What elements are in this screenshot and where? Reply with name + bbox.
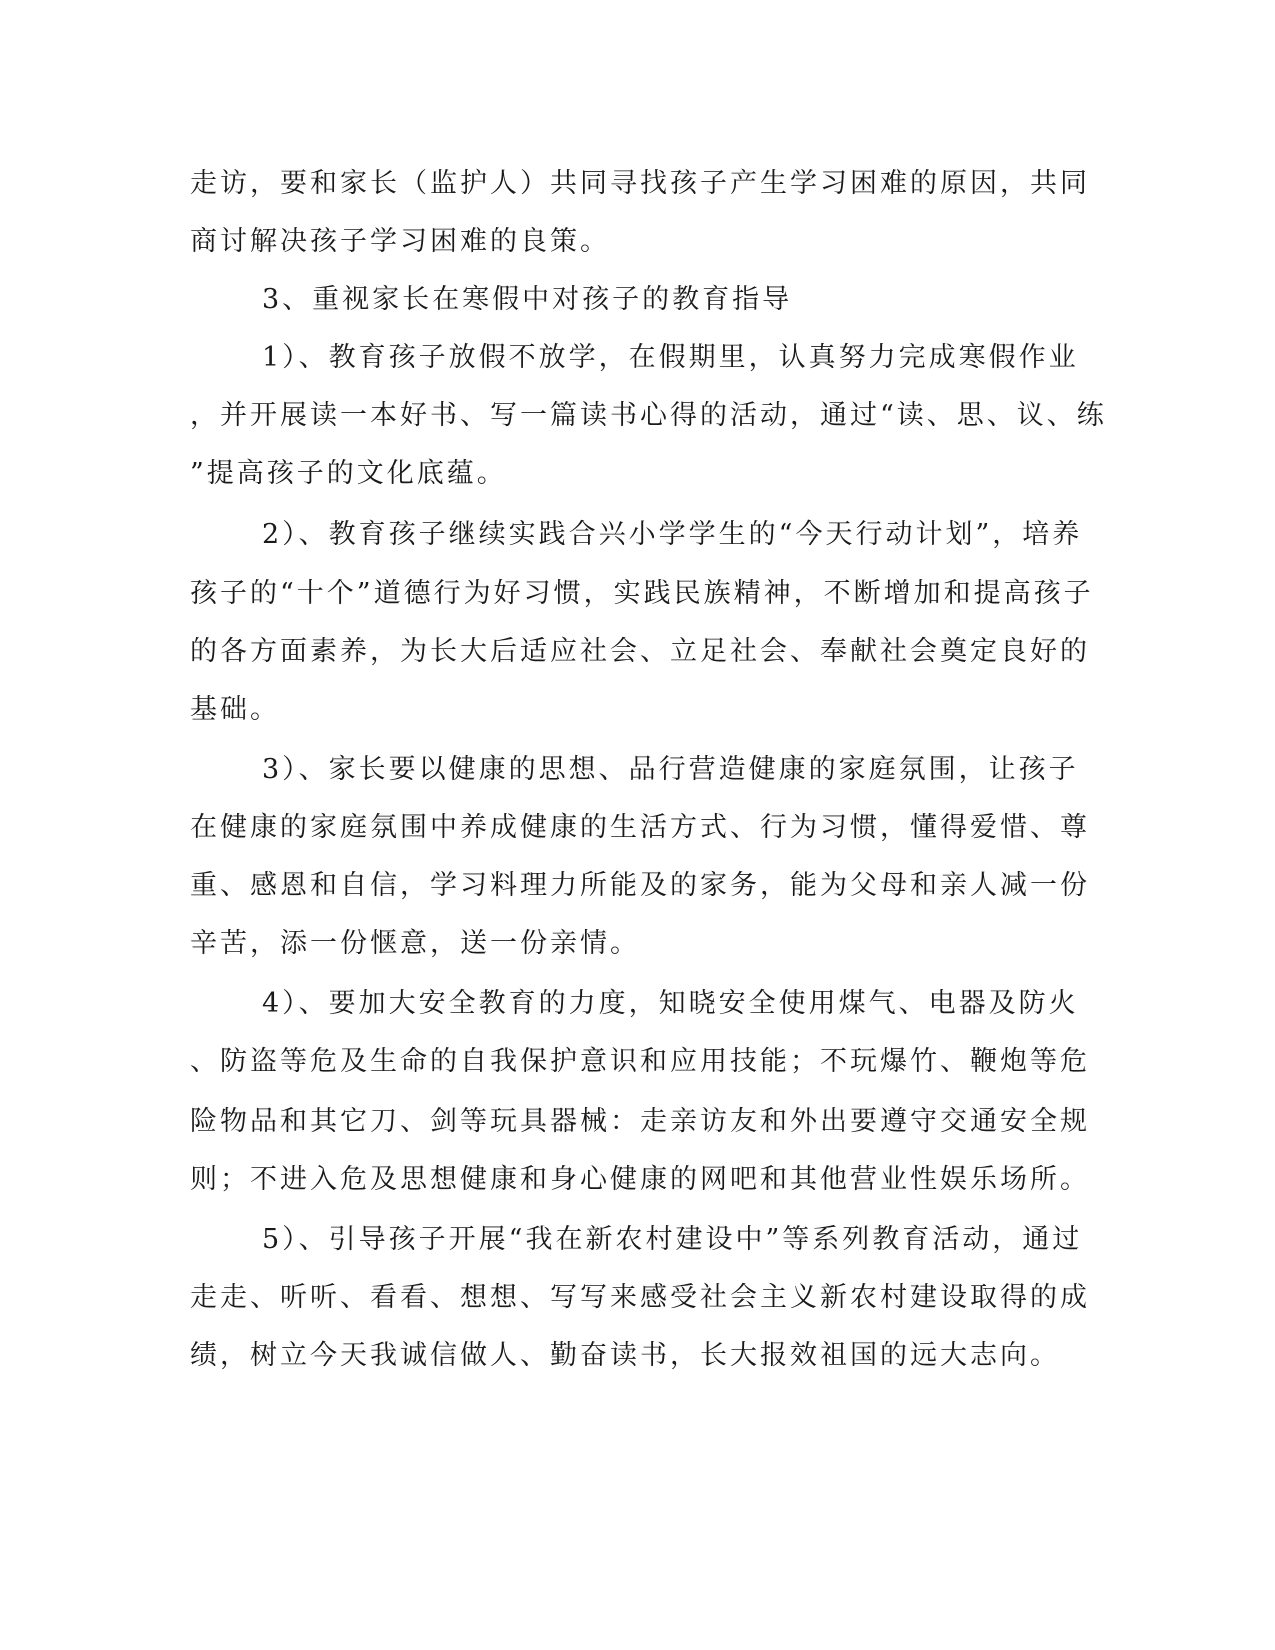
- text-line: 辛苦，添一份惬意，送一份亲情。: [190, 928, 640, 959]
- text-line: 孩子的“十个”道德行为好习惯，实践民族精神，不断增加和提高孩子: [190, 578, 1094, 609]
- text-line: 绩，树立今天我诚信做人、勤奋读书，长大报效祖国的远大志向。: [190, 1340, 1060, 1371]
- text-line: 走访，要和家长（监护人）共同寻找孩子产生学习困难的原因，共同: [190, 168, 1090, 199]
- text-line: ，并开展读一本好书、写一篇读书心得的活动，通过“读、思、议、练: [190, 400, 1107, 431]
- text-line: 走走、听听、看看、想想、写写来感受社会主义新农村建设取得的成: [190, 1282, 1090, 1313]
- text-line: 1）、教育孩子放假不放学，在假期里，认真努力完成寒假作业: [262, 342, 1079, 373]
- text-line: 重、感恩和自信，学习料理力所能及的家务，能为父母和亲人减一份: [190, 870, 1090, 901]
- text-line: 基础。: [190, 694, 280, 725]
- text-line: 5）、引导孩子开展“我在新农村建设中”等系列教育活动，通过: [262, 1224, 1083, 1255]
- text-line: 3）、家长要以健康的思想、品行营造健康的家庭氛围，让孩子: [262, 754, 1079, 785]
- text-line: 在健康的家庭氛围中养成健康的生活方式、行为习惯，懂得爱惜、尊: [190, 812, 1090, 843]
- text-line: 4）、要加大安全教育的力度，知晓安全使用煤气、电器及防火: [262, 988, 1079, 1019]
- text-line: 险物品和其它刀、剑等玩具器械：走亲访友和外出要遵守交通安全规: [190, 1106, 1090, 1137]
- text-line: 、防盗等危及生命的自我保护意识和应用技能；不玩爆竹、鞭炮等危: [190, 1046, 1090, 1077]
- text-line: 则；不进入危及思想健康和身心健康的网吧和其他营业性娱乐场所。: [190, 1164, 1090, 1195]
- text-line: 2）、教育孩子继续实践合兴小学学生的“今天行动计划”，培养: [262, 519, 1083, 550]
- section-heading: 3、重视家长在寒假中对孩子的教育指导: [262, 284, 793, 315]
- text-line: 商讨解决孩子学习困难的良策。: [190, 226, 610, 257]
- text-line: 的各方面素养，为长大后适应社会、立足社会、奉献社会奠定良好的: [190, 636, 1090, 667]
- text-line: ”提高孩子的文化底蕴。: [190, 458, 507, 489]
